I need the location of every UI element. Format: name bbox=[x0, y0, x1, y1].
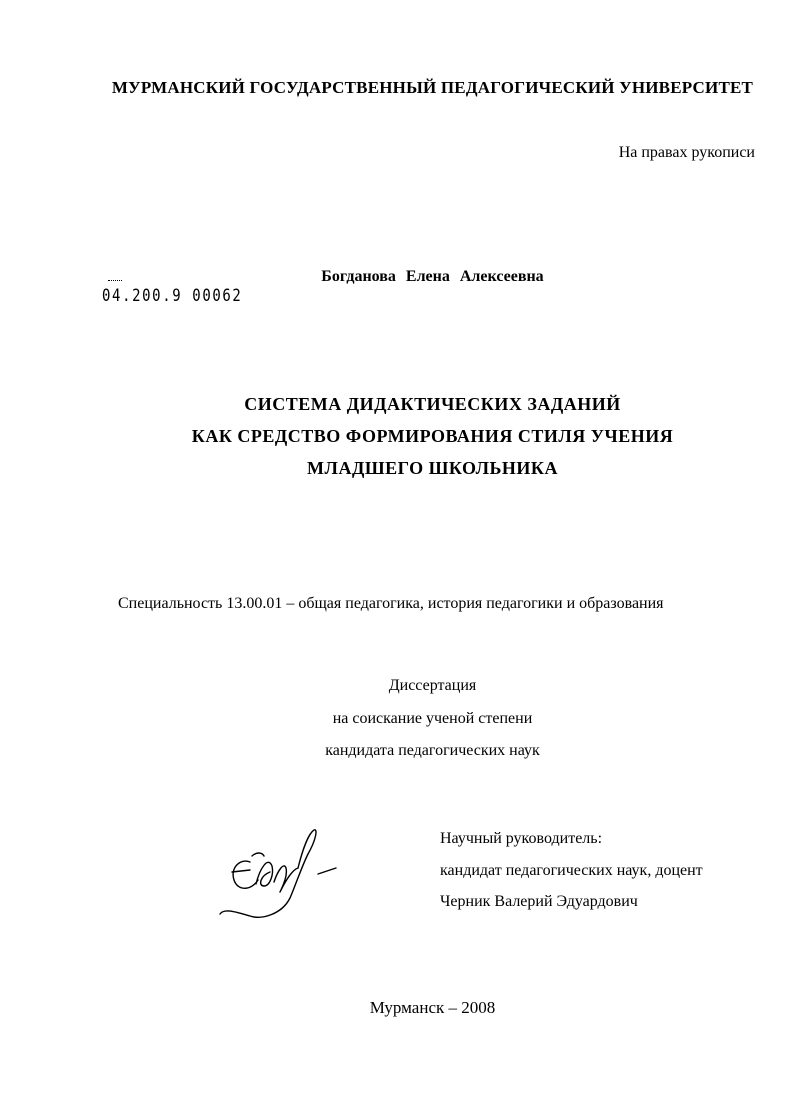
dissertation-degree: кандидата педагогических наук bbox=[325, 742, 540, 759]
advisor-degree: кандидат педагогических наук, доцент bbox=[440, 862, 703, 879]
library-stamp-number: 04.200.9 00062 bbox=[102, 286, 243, 306]
title-line-2: КАК СРЕДСТВО ФОРМИРОВАНИЯ СТИЛЯ УЧЕНИЯ bbox=[191, 426, 674, 446]
author-name: Богданова Елена Алексеевна bbox=[321, 268, 544, 285]
city-year: Мурманск – 2008 bbox=[369, 998, 496, 1017]
advisor-label: Научный руководитель: bbox=[440, 830, 603, 847]
specialty-line: Специальность 13.00.01 – общая педагогика, история педагогики и образования bbox=[118, 595, 664, 612]
university-name: МУРМАНСКИЙ ГОСУДАРСТВЕННЫЙ ПЕДАГОГИЧЕСКИЙ УНИВЕРСИТЕТ bbox=[111, 78, 754, 97]
dissertation-purpose: на соискание ученой степени bbox=[332, 710, 533, 727]
advisor-name: Черник Валерий Эдуардович bbox=[440, 893, 638, 910]
rights-note: На правах рукописи bbox=[618, 144, 755, 161]
title-line-3: МЛАДШЕГО ШКОЛЬНИКА bbox=[307, 458, 558, 478]
dissertation-type: Диссертация bbox=[388, 677, 477, 694]
signature-icon bbox=[212, 822, 352, 922]
title-line-1: СИСТЕМА ДИДАКТИЧЕСКИХ ЗАДАНИЙ bbox=[244, 394, 621, 414]
